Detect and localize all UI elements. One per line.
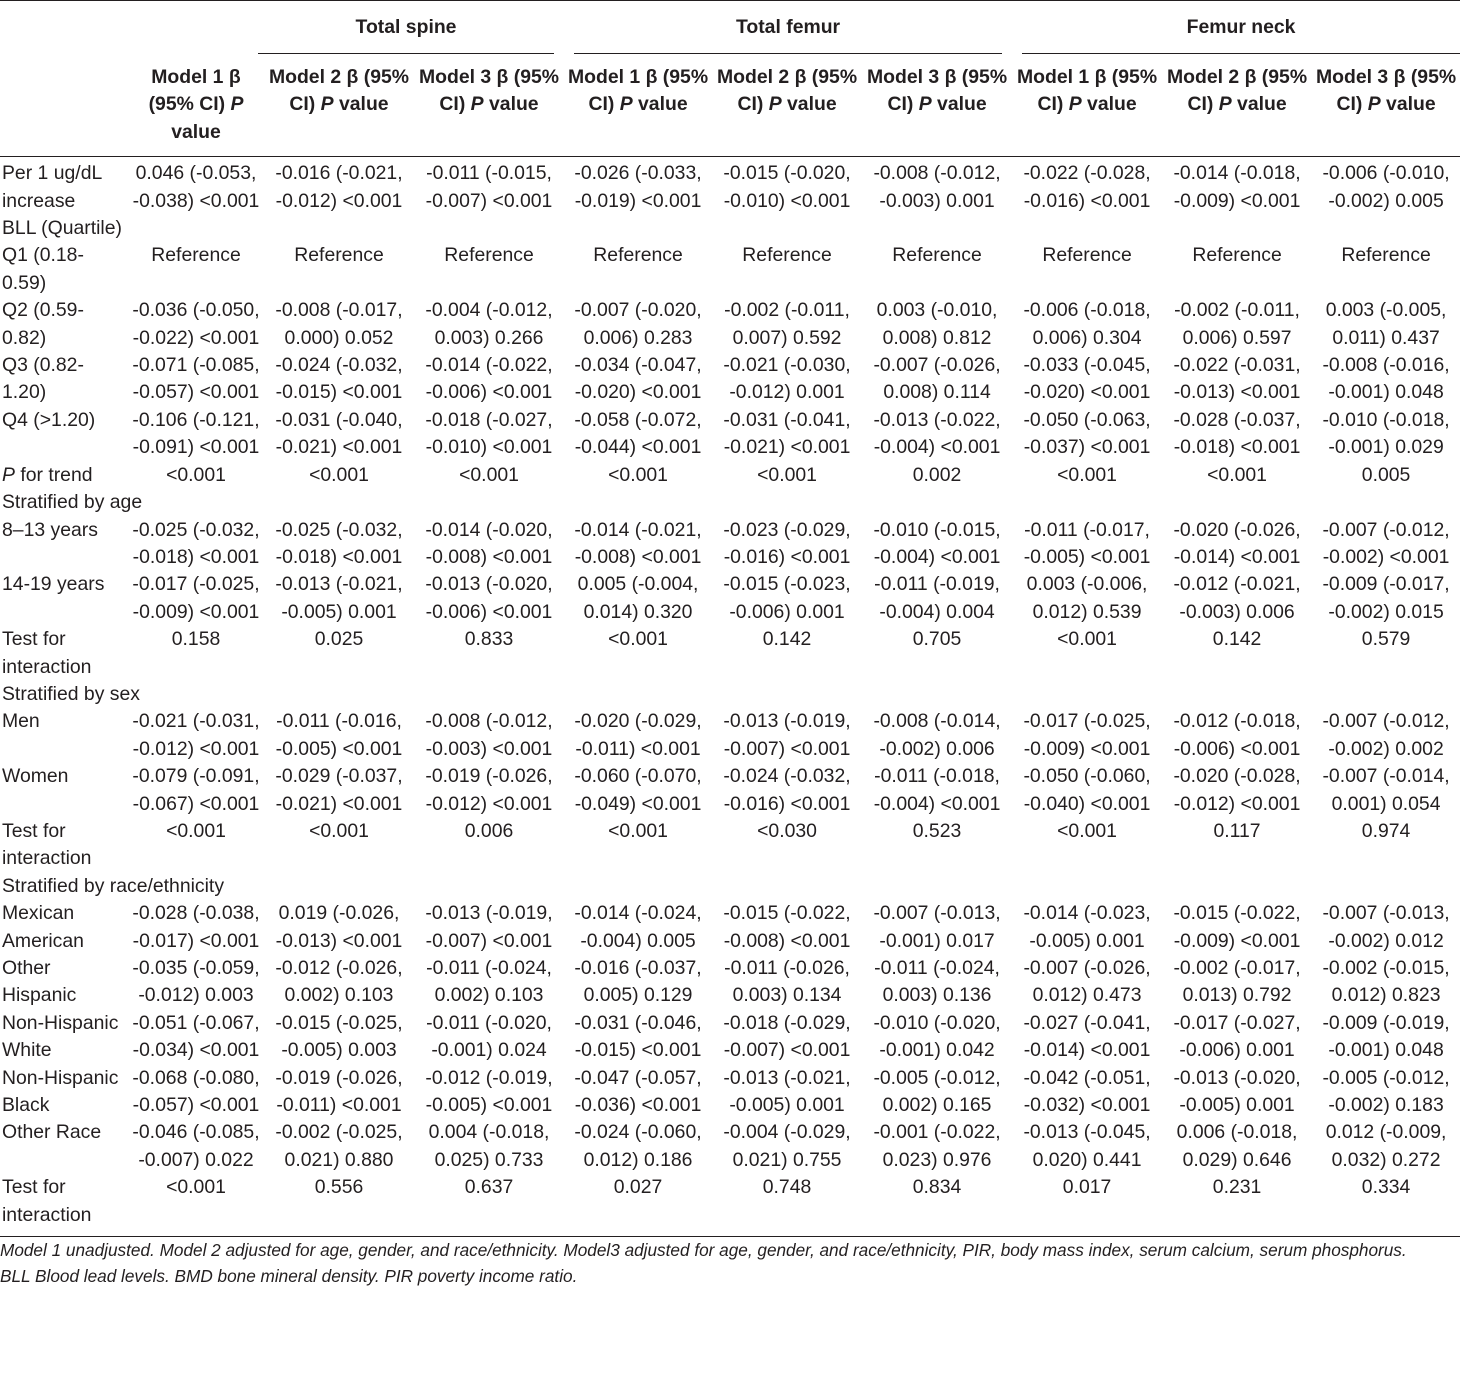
table-cell: -0.010 (-0.020, -0.001) 0.042 bbox=[873, 1011, 1001, 1062]
table-cell: -0.007 (-0.020, 0.006) 0.283 bbox=[574, 299, 702, 349]
table-cell: 0.556 bbox=[314, 1176, 364, 1199]
group-label: Total femur bbox=[574, 1, 1002, 54]
table-cell: -0.022 (-0.031, -0.013) <0.001 bbox=[1173, 354, 1301, 404]
p-symbol: P bbox=[768, 93, 782, 116]
table-cell: Reference bbox=[1192, 244, 1282, 267]
model-header-suffix: value bbox=[489, 93, 539, 116]
table-cell: -0.014 (-0.022, -0.006) <0.001 bbox=[425, 354, 553, 404]
row-label: 14-19 years bbox=[2, 573, 105, 596]
model-header-label: Model 3 β (95% CI) bbox=[418, 66, 560, 116]
model-header-row bbox=[0, 54, 1460, 157]
table-cell: -0.025 (-0.032, -0.018) <0.001 bbox=[132, 518, 260, 568]
table-cell: -0.025 (-0.032, -0.018) <0.001 bbox=[275, 518, 403, 568]
row-label bbox=[0, 462, 128, 489]
model-header-label: Model 1 β (95% CI) bbox=[148, 66, 241, 116]
table-cell: <0.001 bbox=[166, 819, 226, 842]
table-row bbox=[0, 900, 1460, 955]
table-cell: -0.009 (-0.017, -0.002) 0.015 bbox=[1322, 573, 1450, 623]
table-row bbox=[0, 708, 1460, 763]
row-label: Q3 (0.82-1.20) bbox=[2, 354, 84, 404]
table-cell: -0.015 (-0.022, -0.009) <0.001 bbox=[1173, 902, 1301, 952]
table-cell: -0.013 (-0.019, -0.007) <0.001 bbox=[723, 710, 851, 760]
table-cell: -0.047 (-0.057, -0.036) <0.001 bbox=[574, 1066, 702, 1117]
table-cell: -0.106 (-0.121, -0.091) <0.001 bbox=[132, 408, 260, 459]
table-cell: <0.001 bbox=[166, 463, 226, 486]
p-symbol: P bbox=[1367, 93, 1381, 116]
table-cell: -0.008 (-0.017, 0.000) 0.052 bbox=[275, 299, 403, 349]
table-cell: 0.142 bbox=[762, 628, 812, 651]
table-cell: -0.001 (-0.022, 0.023) 0.976 bbox=[873, 1121, 1001, 1171]
table-cell: -0.051 (-0.067, -0.034) <0.001 bbox=[132, 1011, 260, 1062]
table-cell: -0.011 (-0.019, -0.004) 0.004 bbox=[874, 573, 1000, 623]
table-cell: -0.007 (-0.013, -0.001) 0.017 bbox=[873, 902, 1001, 952]
table-cell: -0.079 (-0.091, -0.067) <0.001 bbox=[132, 765, 260, 815]
table-cell: 0.005 bbox=[1361, 463, 1411, 486]
p-symbol: P bbox=[1218, 93, 1232, 116]
table-cell: -0.010 (-0.018, -0.001) 0.029 bbox=[1322, 408, 1450, 459]
table-cell: -0.014 (-0.018, -0.009) <0.001 bbox=[1173, 162, 1301, 212]
table-cell: -0.033 (-0.045, -0.020) <0.001 bbox=[1023, 354, 1151, 404]
table-cell: -0.002 (-0.015, 0.012) 0.823 bbox=[1322, 957, 1450, 1007]
table-row bbox=[0, 517, 1460, 572]
group-header-total-spine bbox=[128, 1, 564, 55]
table-cell: 0.002 bbox=[912, 463, 962, 486]
table-cell: -0.035 (-0.059, -0.012) 0.003 bbox=[132, 957, 260, 1007]
table-cell: -0.007 (-0.026, 0.012) 0.473 bbox=[1023, 957, 1151, 1007]
table-cell: -0.012 (-0.026, 0.002) 0.103 bbox=[275, 957, 403, 1007]
table-cell: -0.016 (-0.037, 0.005) 0.129 bbox=[574, 957, 702, 1007]
table-cell: Reference bbox=[593, 244, 683, 267]
table-cell: 0.117 bbox=[1213, 819, 1261, 842]
footnote-cell bbox=[0, 1237, 1460, 1290]
table-cell: 0.004 (-0.018, 0.025) 0.733 bbox=[428, 1121, 550, 1171]
row-label: Q1 (0.18-0.59) bbox=[2, 244, 84, 294]
table-cell: 0.003 (-0.010, 0.008) 0.812 bbox=[876, 299, 998, 349]
table-cell: Reference bbox=[742, 244, 832, 267]
table-cell: -0.007 (-0.026, 0.008) 0.114 bbox=[873, 354, 1001, 404]
model-header-cell bbox=[1012, 54, 1162, 157]
table-cell: -0.031 (-0.041, -0.021) <0.001 bbox=[723, 408, 851, 459]
section-label: BLL (Quartile) bbox=[2, 217, 122, 240]
table-cell: <0.001 bbox=[1207, 463, 1267, 486]
table-cell: 0.142 bbox=[1212, 628, 1262, 651]
model-header-cell bbox=[1312, 54, 1460, 157]
model-header-cell bbox=[414, 54, 564, 157]
table-cell: -0.018 (-0.029, -0.007) <0.001 bbox=[723, 1011, 851, 1062]
table-cell: -0.015 (-0.020, -0.010) <0.001 bbox=[723, 162, 851, 212]
group-header-row bbox=[0, 1, 1460, 55]
footnote-row bbox=[0, 1237, 1460, 1290]
table-cell: -0.008 (-0.016, -0.001) 0.048 bbox=[1322, 354, 1450, 404]
table-cell: Reference bbox=[892, 244, 982, 267]
model-header-label: Model 3 β (95% CI) bbox=[1316, 66, 1457, 116]
table-cell: <0.001 bbox=[1057, 628, 1117, 651]
row-label: Q4 (>1.20) bbox=[2, 408, 96, 431]
table-cell: <0.001 bbox=[1057, 463, 1117, 486]
table-row bbox=[0, 955, 1460, 1010]
model-header-label: Model 2 β (95% CI) bbox=[268, 66, 410, 116]
table-cell: -0.036 (-0.050, -0.022) <0.001 bbox=[132, 299, 260, 349]
table-cell: -0.031 (-0.040, -0.021) <0.001 bbox=[275, 408, 403, 459]
table-cell: <0.001 bbox=[757, 463, 817, 486]
table-cell: -0.017 (-0.025, -0.009) <0.001 bbox=[1023, 710, 1151, 760]
table-cell: -0.014 (-0.024, -0.004) 0.005 bbox=[574, 902, 702, 952]
section-row bbox=[0, 215, 1460, 242]
table-cell: -0.011 (-0.018, -0.004) <0.001 bbox=[873, 765, 1001, 815]
row-label-header bbox=[0, 54, 128, 157]
table-cell: -0.011 (-0.024, 0.003) 0.136 bbox=[874, 957, 1000, 1007]
table-cell: -0.015 (-0.022, -0.008) <0.001 bbox=[723, 902, 851, 952]
row-label: Men bbox=[2, 710, 40, 733]
table-cell: -0.020 (-0.029, -0.011) <0.001 bbox=[574, 710, 702, 760]
table-cell: -0.068 (-0.080, -0.057) <0.001 bbox=[132, 1066, 260, 1117]
table-row bbox=[0, 818, 1460, 873]
table-cell: <0.001 bbox=[608, 628, 668, 651]
section-label: Stratified by sex bbox=[2, 682, 140, 705]
table-row bbox=[0, 157, 1460, 215]
table-cell: -0.011 (-0.020, -0.001) 0.024 bbox=[426, 1011, 552, 1062]
table-cell: -0.009 (-0.019, -0.001) 0.048 bbox=[1322, 1011, 1450, 1062]
model-header-cell bbox=[1162, 54, 1312, 157]
table-cell: 0.006 bbox=[464, 819, 514, 842]
table-cell: -0.034 (-0.047, -0.020) <0.001 bbox=[574, 354, 702, 404]
table-cell: 0.003 (-0.005, 0.011) 0.437 bbox=[1325, 299, 1447, 349]
table-cell: -0.050 (-0.060, -0.040) <0.001 bbox=[1023, 765, 1151, 815]
table-cell: <0.001 bbox=[166, 1176, 226, 1199]
footnote-models: Model 1 unadjusted. Model 2 adjusted for age, gender, and race/ethnicity. Model3 adjusted for age, gender, and race/ethnicity, PIR, body mass index, serum calcium, serum phosphorus. bbox=[0, 1240, 1407, 1261]
table-cell: -0.042 (-0.051, -0.032) <0.001 bbox=[1023, 1066, 1151, 1117]
table-cell: -0.018 (-0.027, -0.010) <0.001 bbox=[425, 408, 553, 459]
table-cell: 0.027 bbox=[613, 1176, 663, 1199]
model-header-label: Model 1 β (95% CI) bbox=[568, 66, 709, 116]
table-row bbox=[0, 407, 1460, 462]
table-cell: -0.046 (-0.085, -0.007) 0.022 bbox=[132, 1121, 260, 1171]
table-cell: -0.021 (-0.031, -0.012) <0.001 bbox=[132, 710, 260, 760]
model-header-suffix: value bbox=[171, 120, 221, 143]
table-cell: -0.005 (-0.012, 0.002) 0.165 bbox=[873, 1066, 1001, 1117]
section-label: Stratified by age bbox=[2, 491, 143, 514]
table-row bbox=[0, 462, 1460, 489]
row-label: Mexican American bbox=[2, 902, 84, 952]
table-cell: 0.046 (-0.053, -0.038) <0.001 bbox=[132, 162, 260, 212]
table-cell: Reference bbox=[151, 244, 241, 267]
table-row bbox=[0, 571, 1460, 626]
model-header-label: Model 1 β (95% CI) bbox=[1017, 66, 1158, 116]
table-cell: -0.004 (-0.012, 0.003) 0.266 bbox=[425, 299, 553, 349]
group-label: Femur neck bbox=[1022, 1, 1460, 54]
table-cell: -0.028 (-0.037, -0.018) <0.001 bbox=[1173, 408, 1301, 459]
table-cell: 0.833 bbox=[464, 628, 514, 651]
p-symbol: P bbox=[2, 463, 15, 486]
model-header-label: Model 2 β (95% CI) bbox=[1167, 66, 1308, 116]
table-cell: -0.002 (-0.017, 0.013) 0.792 bbox=[1173, 957, 1301, 1007]
row-label: Other Hispanic bbox=[2, 957, 77, 1007]
row-label: Q2 (0.59-0.82) bbox=[2, 299, 84, 349]
table-cell: -0.007 (-0.014, 0.001) 0.054 bbox=[1322, 765, 1450, 815]
table-cell: <0.001 bbox=[309, 463, 369, 486]
table-cell: -0.011 (-0.026, 0.003) 0.134 bbox=[724, 957, 850, 1007]
table-cell: -0.006 (-0.010, -0.002) 0.005 bbox=[1322, 162, 1450, 212]
table-cell: -0.008 (-0.012, -0.003) 0.001 bbox=[873, 162, 1001, 212]
model-header-label: Model 3 β (95% CI) bbox=[867, 66, 1008, 116]
table-cell: -0.024 (-0.060, 0.012) 0.186 bbox=[574, 1121, 702, 1171]
model-header-label: Model 2 β (95% CI) bbox=[717, 66, 858, 116]
table-cell: 0.006 (-0.018, 0.029) 0.646 bbox=[1176, 1121, 1298, 1171]
table-cell: -0.017 (-0.025, -0.009) <0.001 bbox=[132, 573, 260, 623]
group-label: Total spine bbox=[258, 1, 554, 54]
table-cell: -0.050 (-0.063, -0.037) <0.001 bbox=[1023, 408, 1151, 459]
table-cell: -0.013 (-0.020, -0.006) <0.001 bbox=[425, 573, 553, 623]
table-cell: -0.029 (-0.037, -0.021) <0.001 bbox=[275, 765, 403, 815]
table-cell: -0.019 (-0.026, -0.011) <0.001 bbox=[275, 1066, 403, 1117]
table-row bbox=[0, 763, 1460, 818]
table-cell: -0.027 (-0.041, -0.014) <0.001 bbox=[1023, 1011, 1151, 1062]
table-cell: -0.006 (-0.018, 0.006) 0.304 bbox=[1023, 299, 1151, 349]
table-cell: -0.007 (-0.013, -0.002) 0.012 bbox=[1322, 902, 1450, 952]
row-label-text: for trend bbox=[14, 463, 93, 486]
table-cell: -0.015 (-0.023, -0.006) 0.001 bbox=[723, 573, 851, 623]
model-header-suffix: value bbox=[1386, 93, 1436, 116]
table-cell: 0.231 bbox=[1212, 1176, 1262, 1199]
table-row bbox=[0, 242, 1460, 297]
table-cell: -0.007 (-0.012, -0.002) <0.001 bbox=[1322, 518, 1450, 568]
model-header-suffix: value bbox=[638, 93, 688, 116]
model-header-cell bbox=[264, 54, 414, 157]
table-cell: <0.030 bbox=[757, 819, 817, 842]
table-cell: 0.637 bbox=[464, 1176, 514, 1199]
table-cell: -0.012 (-0.021, -0.003) 0.006 bbox=[1173, 573, 1301, 623]
table-cell: 0.705 bbox=[912, 628, 962, 651]
footnote-abbreviations: BLL Blood lead levels. BMD bone mineral density. PIR poverty income ratio. bbox=[0, 1266, 578, 1287]
table-cell: -0.021 (-0.030, -0.012) 0.001 bbox=[723, 354, 851, 404]
table-row bbox=[0, 1065, 1460, 1120]
row-label: 8–13 years bbox=[2, 518, 98, 541]
table-cell: -0.004 (-0.029, 0.021) 0.755 bbox=[723, 1121, 851, 1171]
table-cell: -0.013 (-0.019, -0.007) <0.001 bbox=[425, 902, 553, 952]
model-header-cell bbox=[128, 54, 264, 157]
model-header-cell bbox=[712, 54, 862, 157]
model-header-cell bbox=[862, 54, 1012, 157]
p-symbol: P bbox=[230, 93, 244, 116]
section-label: Stratified by race/ethnicity bbox=[2, 874, 225, 897]
table-cell: -0.014 (-0.021, -0.008) <0.001 bbox=[574, 518, 702, 568]
table-cell: <0.001 bbox=[608, 819, 668, 842]
table-cell: <0.001 bbox=[1057, 819, 1117, 842]
table-cell: -0.015 (-0.025, -0.005) 0.003 bbox=[275, 1011, 403, 1062]
p-symbol: P bbox=[470, 93, 484, 116]
table-cell: <0.001 bbox=[459, 463, 519, 486]
table-cell: -0.020 (-0.026, -0.014) <0.001 bbox=[1173, 518, 1301, 568]
table-cell: -0.020 (-0.028, -0.012) <0.001 bbox=[1173, 765, 1301, 815]
table-cell: Reference bbox=[1042, 244, 1132, 267]
table-row bbox=[0, 1174, 1460, 1236]
table-cell: -0.026 (-0.033, -0.019) <0.001 bbox=[574, 162, 702, 212]
table-cell: -0.013 (-0.021, -0.005) 0.001 bbox=[275, 573, 403, 623]
table-body bbox=[0, 157, 1460, 1237]
table-cell: -0.058 (-0.072, -0.044) <0.001 bbox=[574, 408, 702, 459]
table-cell: 0.334 bbox=[1361, 1176, 1411, 1199]
table-cell: 0.003 (-0.006, 0.012) 0.539 bbox=[1026, 573, 1148, 623]
table-cell: 0.748 bbox=[762, 1176, 812, 1199]
row-label: Test for interaction bbox=[2, 819, 92, 870]
row-label: Test for interaction bbox=[2, 628, 92, 678]
table-cell: -0.007 (-0.012, -0.002) 0.002 bbox=[1322, 710, 1450, 760]
table-cell: -0.011 (-0.015, -0.007) <0.001 bbox=[425, 162, 553, 212]
table-cell: -0.013 (-0.021, -0.005) 0.001 bbox=[723, 1066, 851, 1117]
table-cell: -0.017 (-0.027, -0.006) 0.001 bbox=[1173, 1011, 1301, 1062]
table-cell: 0.012 (-0.009, 0.032) 0.272 bbox=[1325, 1121, 1447, 1171]
table-cell: -0.013 (-0.045, 0.020) 0.441 bbox=[1023, 1121, 1151, 1171]
table-cell: -0.012 (-0.018, -0.006) <0.001 bbox=[1173, 710, 1301, 760]
table-cell: -0.024 (-0.032, -0.015) <0.001 bbox=[275, 354, 403, 404]
table-cell: -0.022 (-0.028, -0.016) <0.001 bbox=[1023, 162, 1151, 212]
table-cell: -0.010 (-0.015, -0.004) <0.001 bbox=[873, 518, 1001, 568]
table-cell: 0.158 bbox=[171, 628, 221, 651]
table-cell: -0.002 (-0.011, 0.007) 0.592 bbox=[724, 299, 850, 349]
table-cell: 0.025 bbox=[314, 628, 364, 651]
table-cell: 0.579 bbox=[1361, 628, 1411, 651]
table-row bbox=[0, 626, 1460, 681]
model-header-suffix: value bbox=[338, 93, 389, 116]
table-cell: -0.019 (-0.026, -0.012) <0.001 bbox=[425, 765, 553, 815]
table-cell: 0.523 bbox=[912, 819, 962, 842]
table-cell: -0.008 (-0.014, -0.002) 0.006 bbox=[873, 710, 1001, 760]
model-header-suffix: value bbox=[1087, 93, 1137, 116]
table-cell: -0.012 (-0.019, -0.005) <0.001 bbox=[425, 1066, 553, 1117]
row-label: Per 1 ug/dL increase bbox=[2, 162, 102, 212]
section-row bbox=[0, 873, 1460, 900]
model-header-cell bbox=[564, 54, 712, 157]
table-cell: 0.005 (-0.004, 0.014) 0.320 bbox=[577, 573, 699, 623]
p-symbol: P bbox=[1068, 93, 1082, 116]
table-cell: -0.016 (-0.021, -0.012) <0.001 bbox=[275, 162, 403, 212]
model-header-suffix: value bbox=[787, 93, 837, 116]
table-cell: Reference bbox=[1341, 244, 1431, 267]
table-cell: -0.002 (-0.011, 0.006) 0.597 bbox=[1174, 299, 1300, 349]
table-cell: Reference bbox=[294, 244, 384, 267]
model-header-suffix: value bbox=[1237, 93, 1287, 116]
section-row bbox=[0, 681, 1460, 708]
p-symbol: P bbox=[320, 93, 334, 116]
table-cell: -0.060 (-0.070, -0.049) <0.001 bbox=[574, 765, 702, 815]
table-cell: -0.023 (-0.029, -0.016) <0.001 bbox=[723, 518, 851, 568]
table-cell: -0.008 (-0.012, -0.003) <0.001 bbox=[425, 710, 553, 760]
table-cell: <0.001 bbox=[309, 819, 369, 842]
table-row bbox=[0, 352, 1460, 407]
table-row bbox=[0, 1010, 1460, 1065]
table-cell: 0.017 bbox=[1062, 1176, 1112, 1199]
table-cell: -0.011 (-0.017, -0.005) <0.001 bbox=[1023, 518, 1151, 568]
table-cell: 0.834 bbox=[912, 1176, 962, 1199]
table-row bbox=[0, 297, 1460, 352]
table-cell: -0.014 (-0.023, -0.005) 0.001 bbox=[1023, 902, 1151, 952]
section-row bbox=[0, 489, 1460, 516]
corner-cell bbox=[0, 1, 128, 55]
table-cell: -0.002 (-0.025, 0.021) 0.880 bbox=[275, 1121, 403, 1171]
table-cell: Reference bbox=[444, 244, 534, 267]
p-symbol: P bbox=[918, 93, 932, 116]
row-label: Other Race bbox=[2, 1121, 102, 1144]
row-label: Test for interaction bbox=[2, 1176, 92, 1226]
group-header-total-femur bbox=[564, 1, 1012, 55]
table-cell: -0.071 (-0.085, -0.057) <0.001 bbox=[132, 354, 260, 404]
table-row bbox=[0, 1119, 1460, 1174]
table-cell: -0.011 (-0.016, -0.005) <0.001 bbox=[275, 710, 403, 760]
row-label: Non-Hispanic White bbox=[2, 1011, 119, 1062]
table-cell: -0.011 (-0.024, 0.002) 0.103 bbox=[426, 957, 552, 1007]
row-label: Non-Hispanic Black bbox=[2, 1066, 119, 1117]
table-cell: -0.014 (-0.020, -0.008) <0.001 bbox=[425, 518, 553, 568]
table-cell: -0.028 (-0.038, -0.017) <0.001 bbox=[132, 902, 260, 952]
table-cell: 0.019 (-0.026, -0.013) <0.001 bbox=[275, 902, 403, 952]
table-cell: <0.001 bbox=[608, 463, 668, 486]
model-header-suffix: value bbox=[937, 93, 987, 116]
table-cell: -0.005 (-0.012, -0.002) 0.183 bbox=[1322, 1066, 1450, 1117]
table-cell: -0.013 (-0.022, -0.004) <0.001 bbox=[873, 408, 1001, 459]
row-label: Women bbox=[2, 765, 69, 788]
p-symbol: P bbox=[619, 93, 633, 116]
table-cell: -0.013 (-0.020, -0.005) 0.001 bbox=[1173, 1066, 1301, 1117]
group-header-femur-neck bbox=[1012, 1, 1460, 55]
table-cell: -0.031 (-0.046, -0.015) <0.001 bbox=[574, 1011, 702, 1062]
table-cell: 0.974 bbox=[1361, 819, 1411, 842]
table-cell: -0.024 (-0.032, -0.016) <0.001 bbox=[723, 765, 851, 815]
